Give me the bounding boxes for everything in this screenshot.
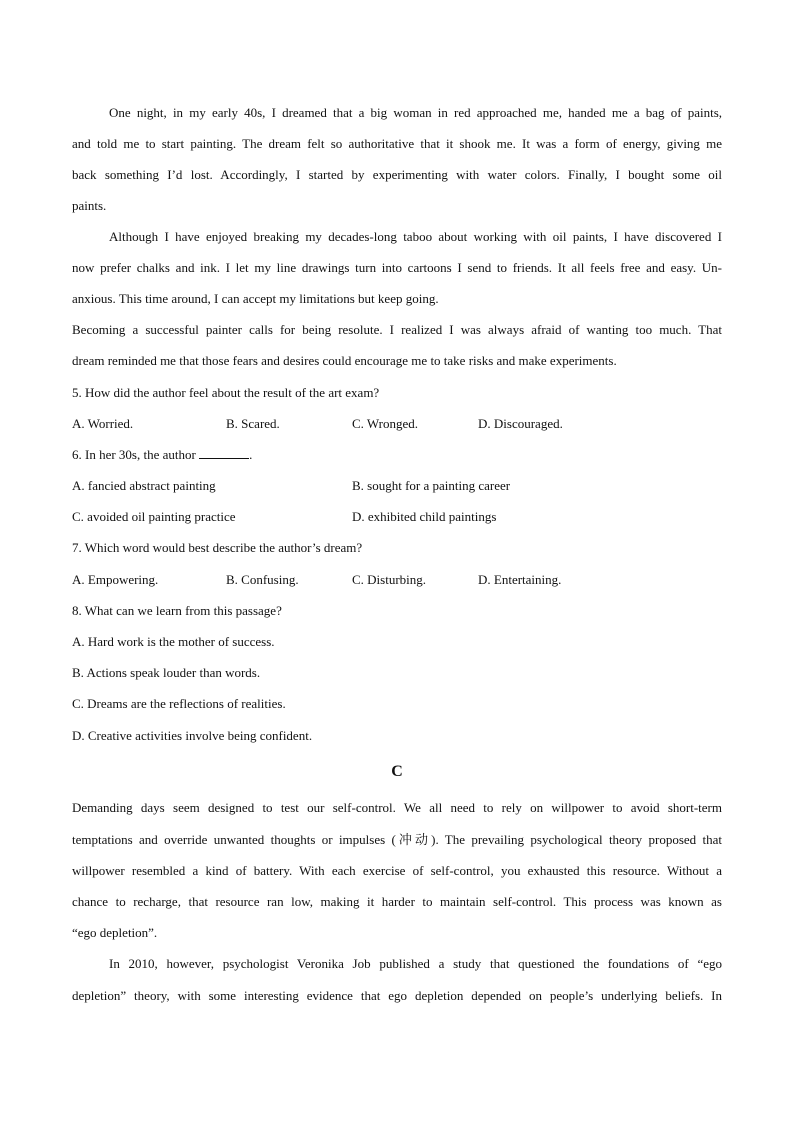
- question-5-option-d: D. Discouraged.: [478, 416, 563, 431]
- question-7-stem: 7. Which word would best describe the author’s dream?: [72, 540, 363, 555]
- passage-line: One night, in my early 40s, I dreamed that a big woman in red approached me, handed me a bag of paints,: [109, 105, 722, 120]
- passage-line: In 2010, however, psychologist Veronika Job published a study that questioned the foundations of “ego: [109, 956, 722, 971]
- question-8-stem: 8. What can we learn from this passage?: [72, 603, 282, 618]
- question-5-stem: 5. How did the author feel about the result of the art exam?: [72, 385, 380, 400]
- passage-line: Although I have enjoyed breaking my decades-long taboo about working with oil paints, I have discovered I: [109, 229, 722, 244]
- question-8-option-a: A. Hard work is the mother of success.: [72, 634, 275, 649]
- question-8-option-c: C. Dreams are the reflections of realities.: [72, 696, 286, 711]
- question-6-option-b: B. sought for a painting career: [352, 478, 511, 493]
- section-heading: C: [391, 763, 403, 780]
- question-6-option-a: A. fancied abstract painting: [72, 478, 216, 493]
- question-5-option-a: A. Worried.: [72, 416, 134, 431]
- question-7-option-b: B. Confusing.: [226, 572, 299, 587]
- passage-line: temptations and override unwanted thoughts or impulses (冲动). The prevailing psychological theory proposed that: [72, 832, 722, 847]
- question-5-option-b: B. Scared.: [226, 416, 280, 431]
- passage-line: willpower resembled a kind of battery. With each exercise of self-control, you exhausted this resource. Without a: [72, 863, 722, 878]
- question-5-option-c: C. Wronged.: [352, 416, 419, 431]
- passage-line: “ego depletion”.: [72, 925, 158, 940]
- question-6-stem: [72, 447, 722, 463]
- passage-line: depletion” theory, with some interesting evidence that ego depletion depended on people’s underlying beliefs. In: [72, 988, 722, 1003]
- question-6-stem-end: .: [249, 447, 253, 462]
- question-6-stem-text: 6. In her 30s, the author: [72, 447, 196, 462]
- passage-line: dream reminded me that those fears and desires could encourage me to take risks and make experiments.: [72, 353, 617, 368]
- answer-blank: [199, 447, 249, 459]
- passage-line: anxious. This time around, I can accept my limitations but keep going.: [72, 291, 439, 306]
- question-7-option-c: C. Disturbing.: [352, 572, 427, 587]
- question-8-option-d: D. Creative activities involve being confident.: [72, 728, 313, 743]
- question-6-option-d: D. exhibited child paintings: [352, 509, 497, 524]
- question-7-option-d: D. Entertaining.: [478, 572, 562, 587]
- passage-line: and told me to start painting. The dream felt so authoritative that it shook me. It was a form of energy, giving me: [72, 136, 722, 151]
- question-7-option-a: A. Empowering.: [72, 572, 159, 587]
- passage-line: chance to recharge, that resource ran low, making it harder to maintain self-control. This process was known as: [72, 894, 722, 909]
- passage-line: Becoming a successful painter calls for being resolute. I realized I was always afraid of wanting too much. That: [72, 322, 722, 337]
- question-8-option-b: B. Actions speak louder than words.: [72, 665, 261, 680]
- passage-line: now prefer chalks and ink. I let my line drawings turn into cartoons I send to friends. It all feels free and easy. Un-: [72, 260, 722, 275]
- passage-line: paints.: [72, 198, 107, 213]
- question-6-option-c: C. avoided oil painting practice: [72, 509, 236, 524]
- passage-line: back something I’d lost. Accordingly, I started by experimenting with water colors. Finally, I bought some oil: [72, 167, 722, 182]
- passage-line: Demanding days seem designed to test our self-control. We all need to rely on willpower to avoid short-term: [72, 800, 722, 815]
